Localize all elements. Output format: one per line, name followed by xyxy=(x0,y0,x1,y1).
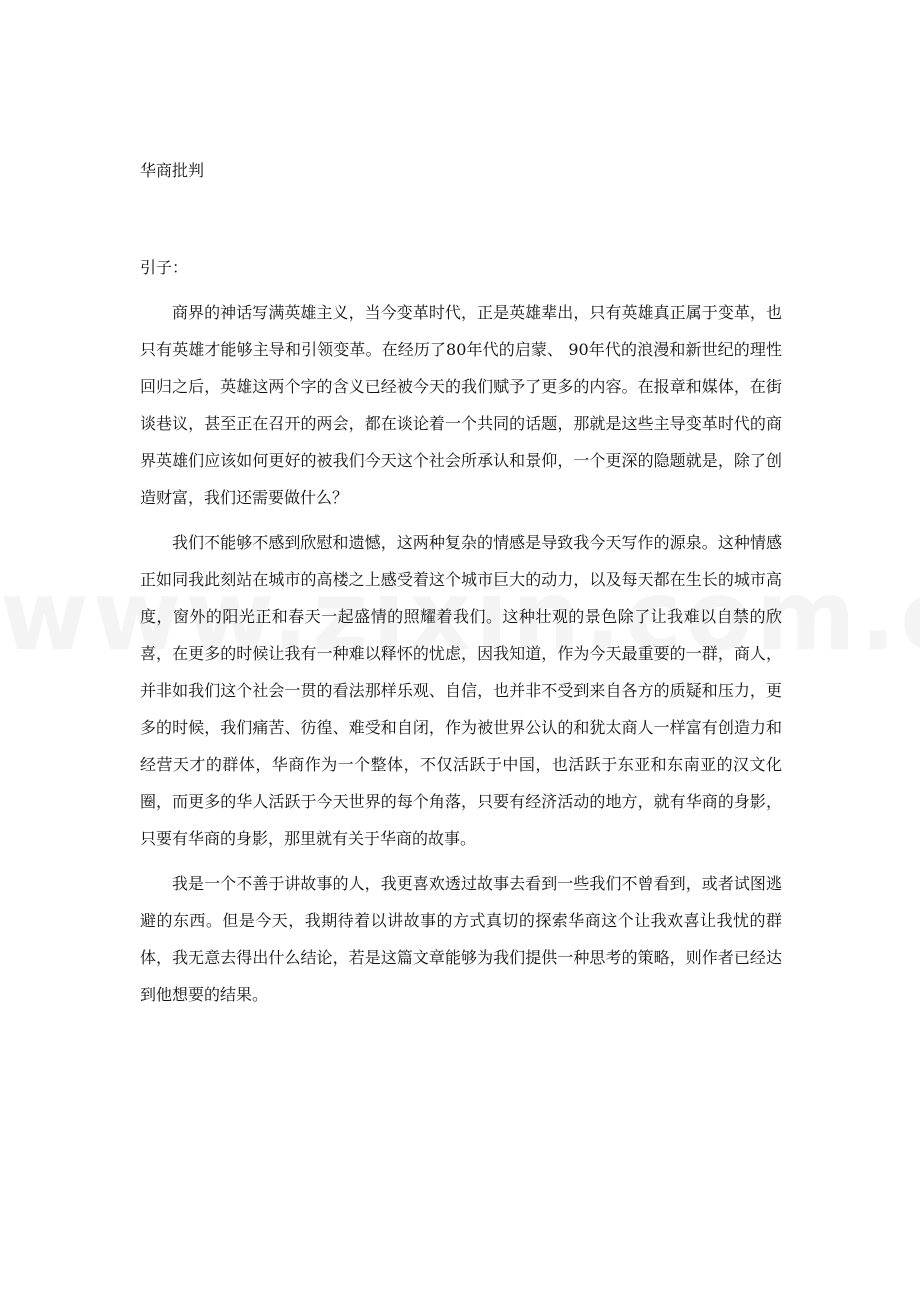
paragraph-3: 我是一个不善于讲故事的人，我更喜欢透过故事去看到一些我们不曾看到，或者试图逃避的东西。但是今天，我期待着以讲故事的方式真切的探索华商这个让我欢喜让我忧的群体，我无意去得出什么结论，若是这篇文章能够为我们提供一种思考的策略，则作者已经达到他想要的结果。 xyxy=(140,874,782,1004)
document-title: 华商批判 xyxy=(140,161,205,180)
paragraph-1: 商界的神话写满英雄主义，当今变革时代，正是英雄辈出，只有英雄真正属于变革，也只有英雄才能够主导和引领变革。在经历了80年代的启蒙、 90年代的浪漫和新世纪的理性回归之后，英雄这两个字的含义已经被今天的我们赋予了更多的内容。在报章和媒体，在街谈巷议，甚至正在召开的两会，都在谈论着一个共同的话题，那就是这些主导变革时代的商界英雄们应该如何更好的被我们今天这个社会所承认和景仰，一个更深的隐题就是，除了创造财富，我们还需要做什么？ xyxy=(140,303,782,507)
intro-label: 引子： xyxy=(140,258,189,277)
paragraph-2: 我们不能够不感到欣慰和遗憾，这两种复杂的情感是导致我今天写作的源泉。这种情感正如同我此刻站在城市的高楼之上感受着这个城市巨大的动力，以及每天都在生长的城市高度，窗外的阳光正和春天一起盛情的照耀着我们。这种壮观的景色除了让我难以自禁的欣喜，在更多的时候让我有一种难以释怀的忧虑，因我知道，作为今天最重要的一群，商人，并非如我们这个社会一贯的看法那样乐观、自信，也并非不受到来自各方的质疑和压力，更多的时候，我们痛苦、彷徨、难受和自闭，作为被世界公认的和犹太商人一样富有创造力和经营天才的群体，华商作为一个整体，不仅活跃于中国，也活跃于东亚和东南亚的汉文化圈，而更多的华人活跃于今天世界的每个角落，只要有经济活动的地方，就有华商的身影，只要有华商的身影，那里就有关于华商的故事。 xyxy=(140,533,782,848)
document-body xyxy=(140,294,782,1021)
